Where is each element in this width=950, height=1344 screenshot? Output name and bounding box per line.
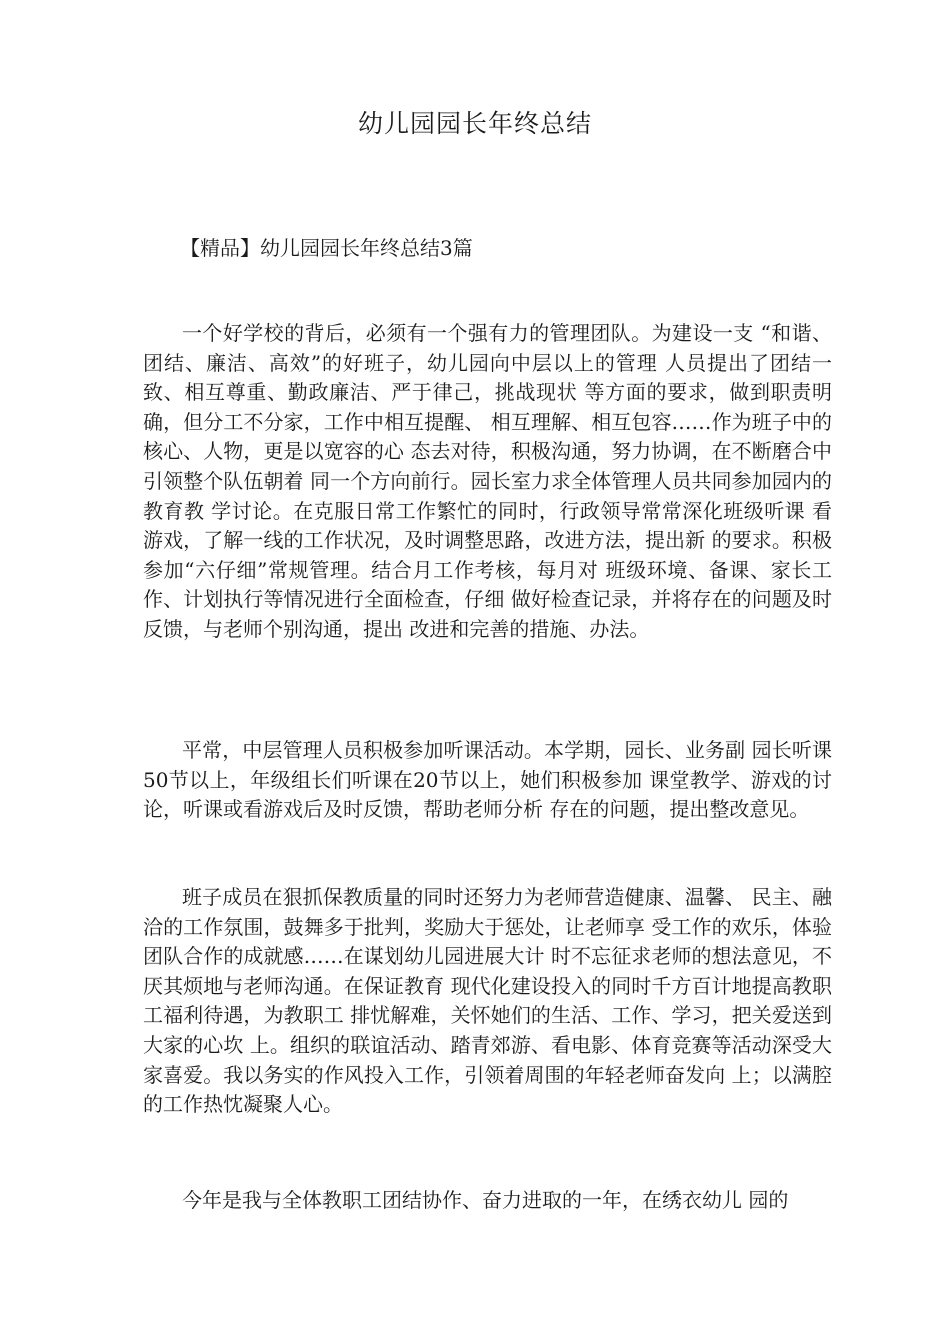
paragraph-management-team: 一个好学校的背后，必须有一个强有力的管理团队。为建设一支 “和谐、团结、廉洁、高效”的好班子，幼儿园向中层以上的管理 人员提出了团结一致、相互尊重、勤政廉洁、严于律己，挑战现状 等方面的要求，做到职责明确，但分工不分家，工作中相互提醒、 相互理解、相互包容……作为班子中的核心、人物，更是以宽容的心 态去对待，积极沟通，努力协调，在不断磨合中引领整个队伍朝着 同一个方向前行。园长室力求全体管理人员共同参加园内的教育教 学讨论。在克服日常工作繁忙的同时，行政领导常常深化班级听课 看游戏，了解一线的工作状况，及时调整思路，改进方法，提出新 的要求。积极参加“六仔细”常规管理。结合月工作考核，每月对 班级环境、备课、家长工作、计划执行等情况进行全面检查，仔细 做好检查记录，并将存在的问题及时反馈，与老师个别沟通，提出 改进和完善的措施、办法。 — [143, 321, 832, 641]
document-title: 幼儿园园长年终总结 — [357, 109, 592, 138]
paragraph-year-summary: 今年是我与全体教职工团结协作、奋力进取的一年，在绣衣幼儿 园的 — [182, 1188, 789, 1212]
document-subtitle: 【精品】幼儿园园长年终总结3篇 — [180, 236, 473, 260]
paragraph-lesson-observation: 平常，中层管理人员积极参加听课活动。本学期，园长、业务副 园长听课50节以上，年级组长们听课在20节以上，她们积极参加 课堂教学、游戏的讨论，听课或看游戏后及时反馈，帮助老师分析 存在的问题，提出整改意见。 — [143, 738, 832, 822]
paragraph-work-atmosphere: 班子成员在狠抓保教质量的同时还努力为老师营造健康、温馨、 民主、融洽的工作氛围，鼓舞多于批判，奖励大于惩处，让老师享 受工作的欢乐，体验团队合作的成就感……在谋划幼儿园进展大计 时不忘征求老师的想法意见，不厌其烦地与老师沟通。在保证教育 现代化建设投入的同时千方百计地提高教职工福利待遇，为教职工 排忧解难，关怀她们的生活、工作、学习，把关爱送到大家的心坎 上。组织的联谊活动、踏青郊游、看电影、体育竞赛等活动深受大 家喜爱。我以务实的作风投入工作，引领着周围的年轻老师奋发向 上；以满腔的工作热忱凝聚人心。 — [143, 885, 832, 1117]
